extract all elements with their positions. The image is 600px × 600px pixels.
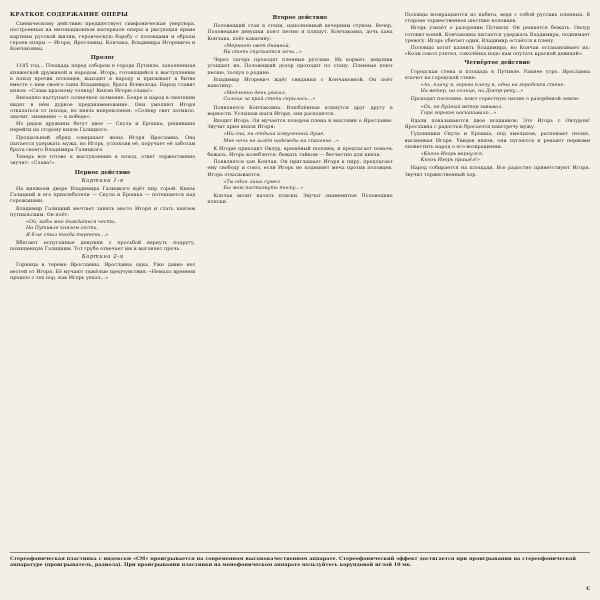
paragraph: Гудошники Скула и Ерошка, под хмельком, распевают песню, высмеивая Игоря. Увидев князя, они пугаются и решают первыми оповестить народ о его возвращении.	[404, 131, 590, 150]
paragraph: Через лагерь проходят пленные русские. Их кормят, девушки угощают их. Половецкий дозор проходит по стану. Пленные поют песню, тоскуя о родине.	[207, 57, 393, 76]
verse: «Ох, не буйный ветер завывал, Горе горькое наскакивало…»	[420, 103, 503, 116]
paragraph: Внезапно наступает солнечное затмение. Бояре и народ в смятении видят в нём дурное предзнаменование. Они умоляют Игоря отказаться от похода, но князь непреклонен: «Солнцу свет затмило, значит, знамение — к победе».	[10, 95, 196, 121]
paragraph: Владимир Игоревич ждёт свидания с Кончаковной. Он поёт каватину:	[207, 76, 393, 90]
verse: «Ой, кабы мне дождаться чести, На Путивле князем сесть, Я б не стал тогда терпеть…»	[26, 219, 116, 238]
paragraph: Игорь узнаёт о разорении Путивля. Он решается бежать. Овлур готовит коней. Кончаковна пытается удержать Владимира, поднимает тревогу. Игорь убегает один, Владимир остаётся в плену.	[404, 25, 590, 44]
paragraph: Кончак велит начать пляски. Звучат знаменитые Половецкие пляски.	[207, 193, 393, 206]
column-1	[10, 12, 195, 552]
verse: «Ты один лишь сумел Бы мою постигнуть тоску…»	[223, 178, 304, 192]
section-heading-act1: Первое действие	[74, 169, 131, 176]
paragraph: Половецкий стан в степи, наполненный вечерним стуком. Вечер. Половецкие девушки поют песню и пляшут. Кончаковна, дочь хана Кончака, поёт каватину:	[207, 23, 393, 42]
paragraph: Сценическому действию предшествует симфоническая увертюра, построенная на интонационном материале оперы и рисующая яркие картины русской жизни, героическую борьбу с половцами и образы героев оперы — Игоря, Ярославны, Кончака, Владимира Игоревича и Кончаковны.	[10, 21, 196, 53]
verse: «Князь Игорь вернулся, Князь Игорь пришёл!»	[420, 151, 484, 164]
paragraph: На княжьем дворе Владимира Галицкого идёт пир горой. Князь Галицкий и его прихлебатели — Скула и Ерошка — потешаются над горожанами.	[10, 186, 196, 205]
paragraph: Вдали показываются двое всадников. Это Игорь с Овлуром! Ярославна с радостью бросается навстречу мужу.	[404, 118, 590, 131]
verse: «Ах, плачу я, горько плачу я, одна на городской стене, На ветер, на солнце, на Днепр-реку…»	[420, 82, 566, 95]
paragraph: Из рядов дружины бегут двое — Скула и Ерошка, решившие перейти на сторону князя Галицкого.	[10, 121, 196, 134]
paragraph: Появляется Кончаковна. Влюблённые клянутся друг другу в верности. Услышав шаги Игоря, они расходятся.	[207, 104, 393, 117]
paragraph: Входит Игорь. Он мучается позором плена и мыслями о Ярославне. Звучит ария князя Игоря:	[207, 118, 393, 131]
paragraph: Половцы хотят казнить Владимира, но Кончак останавливает их: «Коли сокол улетел, соколёнка надо нам опутать красной девицей».	[404, 45, 590, 58]
column-2	[207, 12, 392, 552]
paragraph: Горница в тереме Ярославны. Ярославна одна. Уже давно нет вестей от Игоря. Её мучают тяжёлые предчувствия: «Немало времени прошло с тех пор, как Игорь уехал…»	[10, 262, 196, 281]
divider	[10, 552, 590, 553]
paragraph: Владимир Галицкий мечтает занять место Игоря и стать князем путивльским. Он поёт:	[10, 205, 196, 218]
section-heading-act2: Второе действие	[272, 15, 328, 21]
paragraph: Народ собирается на площади. Все радостно приветствуют Игоря. Звучит торжественный хор.	[404, 165, 590, 178]
section-heading-prologue: Пролог	[90, 55, 115, 62]
paragraph: Теперь все готово к выступлению в поход, ответ торжественно звучит: «Слава!».	[10, 154, 196, 167]
paragraph: К Игорю приходит Овлур, крещёный половец, и предлагает помочь бежать. Игорь колеблется: бежать тайком — бесчестно для князя.	[207, 145, 393, 159]
column-3	[405, 12, 590, 552]
paragraph: Прощальный обряд совершает жена Игоря Ярославна. Она пытается удержать мужа, но Игорь, успокоив её, поручает её заботам брата своего Владимира Галицкого.	[10, 134, 196, 154]
verse: «Ни сна, ни отдыха измученной душе, Мне ночь не шлёт надежды на спасенье…»	[223, 131, 340, 144]
page-number: с	[586, 585, 590, 592]
paragraph: Половцы возвращаются из набега, ведя с собой русских пленных. В стороне торжественное шествие половцев.	[404, 12, 590, 25]
paragraph: 1185 год... Площадь перед собором в городе Путивле, заполненная княжеской дружиной и народом. Игорь, готовящийся к выступлению в поход против половцев, выходит к народу и призывает к битве вместе с ним своего сына Владимира, брата Всеволода. Народ славит князя: «Слава красному солнцу! Князю Игорю слава!»	[10, 63, 196, 95]
verse: «Медленно день угасал, Солнце за край степи скрылось…»	[223, 90, 316, 103]
footer-note: Стереофоническая пластинка с индексом «СМ» проигрывается на современном высококачественном аппарате. Стереофонический эффект достигается при проигрывании на стереофонической аппаратуре (проигрыватель, радиола). При проигрывании пластинки на монофоническом аппарате пользуйтесь корундовой иглой 10 мк.	[10, 556, 576, 569]
scene-heading: Картина 1-я	[81, 177, 124, 184]
page-title: КРАТКОЕ СОДЕРЖАНИЕ ОПЕРЫ	[10, 12, 129, 18]
paragraph: Проходят поселяне, поют горестную песню о разорённой земле:	[410, 96, 580, 103]
paragraph: Появляется хан Кончак. Он приглашает Игоря к пиру, предлагает ему свободу и союз, если Игорь не поднимет меча против половцев. Игорь отказывается.	[207, 159, 393, 178]
paragraph: Городская стена и площадь в Путивле. Раннее утро. Ярославна плачет на городской стене:	[404, 68, 590, 81]
section-heading-act4: Четвёртое действие	[464, 60, 531, 67]
verse: «Меркнет свет дневной, На степь спускается ночь…»	[223, 42, 302, 56]
text-columns	[10, 12, 590, 552]
paragraph: Вбегают испуганные девушки с просьбой вернуть подругу, похищенную Галицким. Тот грубо отвечает им и выгоняет прочь.	[10, 239, 196, 252]
scene-heading: Картина 2-я	[81, 254, 124, 261]
